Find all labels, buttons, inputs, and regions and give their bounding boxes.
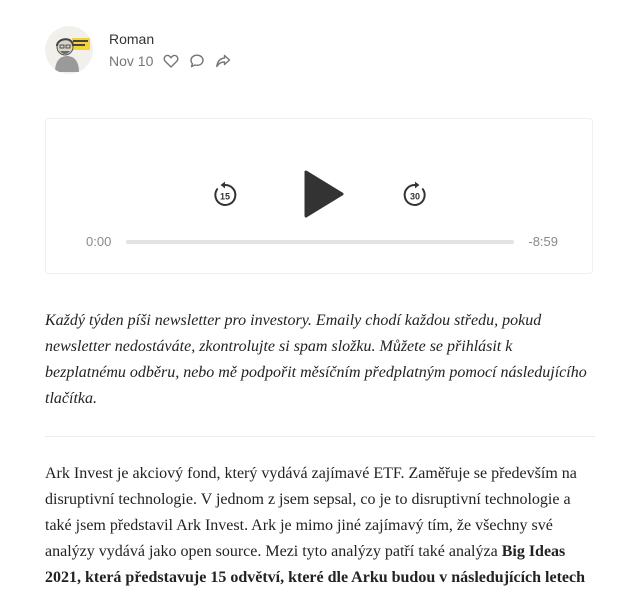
share-icon[interactable] xyxy=(215,53,231,69)
author-name[interactable]: Roman xyxy=(109,31,155,47)
skip-back-button[interactable] xyxy=(210,180,240,210)
play-button[interactable] xyxy=(302,169,346,219)
progress-track[interactable] xyxy=(126,240,514,244)
skip-back-label: 15 xyxy=(219,191,231,202)
newsletter-intro: Každý týden píši newsletter pro investory. Emaily chodí každou středu, pokud newsletter nedostáváte, zkontrolujte si spam složku. Můžete se přihlásit k bezplatnému odběru, nebo mě podpořit měsíčním předplatným pomocí následujícího tlačítka. xyxy=(45,312,587,407)
article-paragraph-text: Ark Invest je akciový fond, který vydává zajímavé ETF. Zaměřuje se především na disruptivní technologie. V jednom z jsem sepsal, co je to disruptivní technologie a také jsem představil Ark Invest. Ark je mimo jiné zajímavý tím, že všechny své analýzy vydává jako open source. Mezi tyto analýzy patří také analýza xyxy=(45,465,577,560)
play-icon xyxy=(306,172,342,216)
post-date: Nov 10 xyxy=(109,53,154,69)
current-time: 0:00 xyxy=(86,234,112,249)
post-meta-row xyxy=(109,53,241,69)
skip-forward-button[interactable] xyxy=(400,180,430,210)
heart-icon[interactable] xyxy=(163,53,179,69)
author-avatar[interactable] xyxy=(45,26,93,74)
audio-player xyxy=(45,118,593,274)
article-paragraph xyxy=(45,461,595,591)
skip-forward-label: 30 xyxy=(409,191,421,202)
post-header xyxy=(45,26,241,76)
divider xyxy=(45,436,595,437)
post-meta xyxy=(109,26,241,69)
article-paragraph-bold: Big Ideas 2021, která představuje 15 odvětví, které dle Arku budou v následujících letech xyxy=(45,543,585,586)
remaining-time: -8:59 xyxy=(528,234,558,249)
comment-icon[interactable] xyxy=(189,53,205,69)
